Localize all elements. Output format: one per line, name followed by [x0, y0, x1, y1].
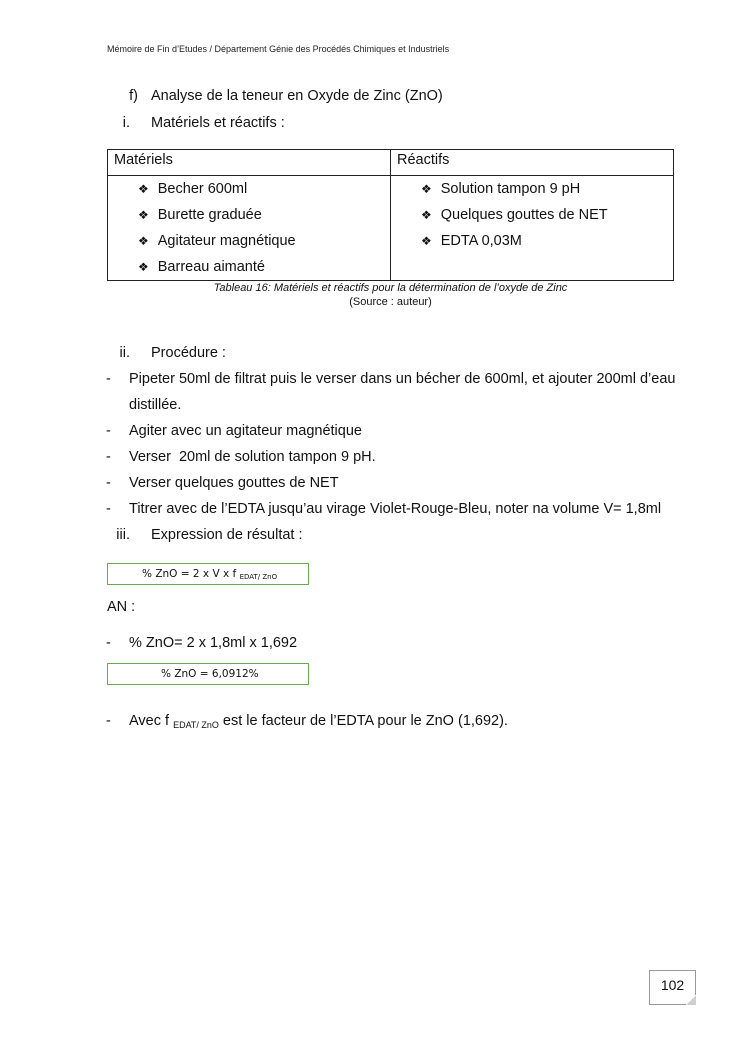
page-number-box — [649, 970, 696, 1005]
dash-bullet: - — [106, 635, 111, 651]
materials-table — [107, 149, 674, 281]
step-text: Verser quelques gouttes de NET — [129, 475, 339, 491]
section-iii-marker: iii. — [116, 527, 130, 543]
diamond-bullet-icon: ❖ — [421, 208, 432, 222]
section-ii-marker: ii. — [119, 345, 130, 361]
list-item — [0, 475, 745, 495]
table-header-reactifs: Réactifs — [391, 150, 674, 176]
list-item — [0, 423, 745, 443]
an-label: AN : — [107, 599, 136, 615]
list-item — [391, 202, 673, 228]
note-text — [129, 713, 508, 730]
materiels-list — [108, 176, 390, 280]
diamond-bullet-icon: ❖ — [138, 182, 149, 196]
dash-bullet: - — [106, 449, 111, 465]
list-item — [391, 228, 673, 254]
result-text: % ZnO = 6,0912% — [161, 668, 259, 680]
dash-bullet: - — [106, 371, 111, 387]
list-item-label: Solution tampon 9 pH — [440, 181, 581, 197]
section-f-title: Analyse de la teneur en Oxyde de Zinc (ZnO) — [151, 88, 443, 104]
step-text: distillée. — [129, 397, 182, 413]
an-step-text: % ZnO= 2 x 1,8ml x 1,692 — [129, 635, 298, 651]
list-item — [0, 371, 745, 391]
list-item — [108, 254, 390, 280]
list-item-label: Burette graduée — [157, 207, 262, 223]
list-item — [391, 176, 673, 202]
reactifs-cell — [391, 176, 674, 281]
result-box — [107, 663, 309, 685]
page-header: Mémoire de Fin d’Etudes / Département Génie des Procédés Chimiques et Industriels — [107, 44, 450, 54]
list-item — [108, 228, 390, 254]
table-caption-source: (Source : auteur) — [349, 296, 432, 308]
list-item-label: Quelques gouttes de NET — [440, 207, 608, 223]
section-ii-title: Procédure : — [151, 345, 226, 361]
list-item — [0, 501, 745, 521]
diamond-bullet-icon: ❖ — [138, 208, 149, 222]
diamond-bullet-icon: ❖ — [421, 234, 432, 248]
step-text: Agiter avec un agitateur magnétique — [129, 423, 362, 439]
an-step — [0, 635, 745, 655]
page-fold-icon — [686, 995, 696, 1005]
materiels-cell — [108, 176, 391, 281]
note-subscript: EDAT/ ZnO — [173, 720, 219, 730]
list-item-label: EDTA 0,03M — [440, 233, 522, 249]
table-caption: Tableau 16: Matériels et réactifs pour la détermination de l’oxyde de Zinc — [213, 282, 568, 294]
formula-subscript: EDAT/ ZnO — [239, 573, 278, 581]
note-post: est le facteur de l’EDTA pour le ZnO (1,692). — [218, 713, 508, 729]
section-i-title: Matériels et réactifs : — [151, 115, 285, 131]
page-number: 102 — [660, 977, 685, 993]
reactifs-list — [391, 176, 673, 254]
dash-bullet: - — [106, 423, 111, 439]
list-item — [108, 176, 390, 202]
section-i-marker: i. — [122, 115, 130, 131]
list-item-label: Agitateur magnétique — [157, 233, 296, 249]
list-item-label: Barreau aimanté — [157, 259, 265, 275]
diamond-bullet-icon: ❖ — [421, 182, 432, 196]
list-item — [0, 397, 745, 417]
note — [0, 713, 745, 733]
dash-bullet: - — [106, 475, 111, 491]
step-text: Pipeter 50ml de filtrat puis le verser dans un bécher de 600ml, et ajouter 200ml d’eau — [129, 371, 676, 387]
section-f-marker: f) — [129, 88, 138, 104]
table-header-materiels: Matériels — [108, 150, 391, 176]
formula-box — [107, 563, 309, 585]
diamond-bullet-icon: ❖ — [138, 234, 149, 248]
list-item — [0, 449, 745, 469]
section-i — [0, 115, 745, 135]
step-text: Titrer avec de l’EDTA jusqu’au virage Violet-Rouge-Bleu, noter na volume V= 1,8ml — [129, 501, 662, 517]
list-item — [108, 202, 390, 228]
dash-bullet: - — [106, 501, 111, 517]
list-item-label: Becher 600ml — [157, 181, 248, 197]
section-ii — [0, 345, 745, 365]
section-f — [0, 88, 745, 108]
section-iii — [0, 527, 745, 547]
dash-bullet: - — [106, 713, 111, 729]
section-iii-title: Expression de résultat : — [151, 527, 303, 543]
note-pre: Avec f — [129, 713, 174, 729]
formula-text: % ZnO = 2 x V x f — [142, 568, 240, 580]
step-text: Verser 20ml de solution tampon 9 pH. — [129, 449, 376, 465]
diamond-bullet-icon: ❖ — [138, 260, 149, 274]
